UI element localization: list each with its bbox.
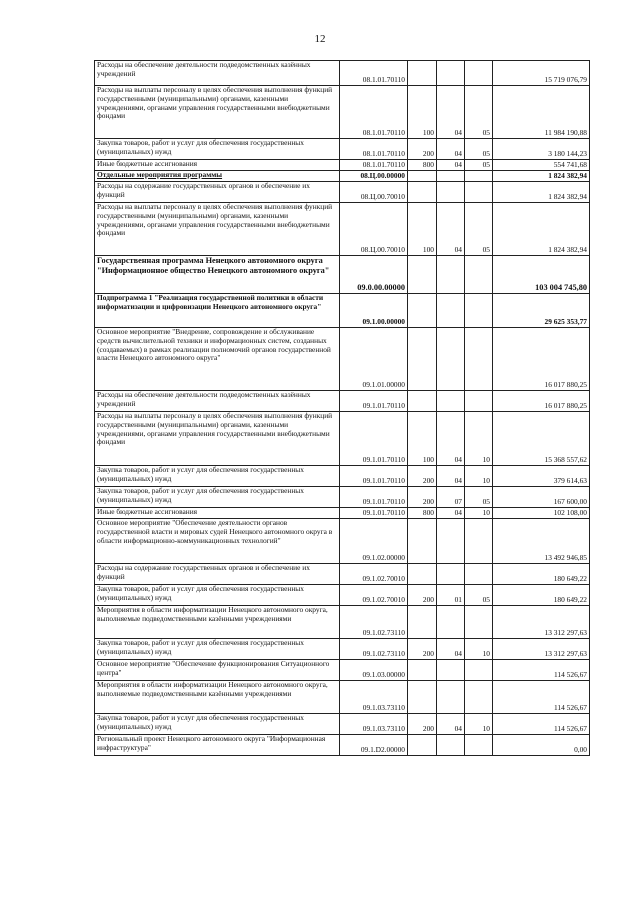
table-row: [95, 182, 590, 203]
row-code: 08.Ц.00.70010: [340, 203, 408, 256]
row-name: Иные бюджетные ассигнования: [95, 160, 340, 171]
row-code: 08.1.01.70110: [340, 139, 408, 160]
row-rz: [437, 328, 465, 391]
row-sum: 15 368 557,62: [493, 412, 590, 466]
row-pr: 05: [465, 139, 493, 160]
table-row: [95, 606, 590, 639]
table-row: [95, 412, 590, 466]
row-vr: 200: [408, 487, 437, 508]
row-code: 09.1.01.70110: [340, 508, 408, 519]
table-row: [95, 160, 590, 171]
row-sum: 1 824 382,94: [493, 171, 590, 182]
row-sum: 29 625 353,77: [493, 294, 590, 328]
row-name: Закупка товаров, работ и услуг для обеспечения государственных (муниципальных) нужд: [95, 639, 340, 660]
row-vr: 200: [408, 714, 437, 735]
row-rz: [437, 519, 465, 564]
row-pr: [465, 681, 493, 714]
row-rz: 04: [437, 160, 465, 171]
row-rz: [437, 735, 465, 756]
row-pr: [465, 328, 493, 391]
row-pr: [465, 660, 493, 681]
table-row: [95, 519, 590, 564]
row-code: 09.1.01.70110: [340, 391, 408, 412]
row-sum: 180 649,22: [493, 564, 590, 585]
row-sum: 103 004 745,80: [493, 256, 590, 294]
row-name: Мероприятия в области информатизации Ненецкого автономного округа, выполняемые подведомственными казёнными учреждениями: [95, 681, 340, 714]
row-name: Расходы на выплаты персоналу в целях обеспечения выполнения функций государственными (муниципальными) органами, казенными учреждениями, органами управления государственными внебюджетными фондами: [95, 412, 340, 466]
row-pr: 05: [465, 160, 493, 171]
row-rz: 04: [437, 714, 465, 735]
row-vr: 200: [408, 139, 437, 160]
table-row: [95, 585, 590, 606]
row-rz: [437, 564, 465, 585]
table-row: [95, 681, 590, 714]
row-vr: [408, 564, 437, 585]
table-row: [95, 714, 590, 735]
row-code: 09.1.02.70010: [340, 585, 408, 606]
row-code: 08.1.01.70110: [340, 86, 408, 139]
row-sum: 379 614,63: [493, 466, 590, 487]
row-rz: 04: [437, 412, 465, 466]
row-sum: 554 741,68: [493, 160, 590, 171]
row-name: Закупка товаров, работ и услуг для обеспечения государственных (муниципальных) нужд: [95, 466, 340, 487]
row-vr: [408, 660, 437, 681]
row-name: Государственная программа Ненецкого автономного округа "Информационное общество Ненецкого автономного округа": [95, 256, 340, 294]
row-code: 09.1.D2.00000: [340, 735, 408, 756]
row-pr: 05: [465, 487, 493, 508]
table-row: [95, 328, 590, 391]
table-row: [95, 256, 590, 294]
row-rz: [437, 171, 465, 182]
row-rz: 04: [437, 139, 465, 160]
row-code: 09.0.00.00000: [340, 256, 408, 294]
budget-table: [94, 60, 590, 756]
row-code: 09.1.00.00000: [340, 294, 408, 328]
row-rz: [437, 61, 465, 86]
row-name: Отдельные мероприятия программы: [95, 171, 340, 182]
row-vr: [408, 606, 437, 639]
row-sum: 167 600,00: [493, 487, 590, 508]
row-vr: 100: [408, 412, 437, 466]
row-code: 08.1.01.70110: [340, 61, 408, 86]
row-code: 09.1.02.00000: [340, 519, 408, 564]
table-row: [95, 86, 590, 139]
row-name: Расходы на содержание государственных органов и обеспечение их функций: [95, 182, 340, 203]
row-rz: [437, 182, 465, 203]
row-code: 09.1.01.70110: [340, 466, 408, 487]
row-vr: [408, 294, 437, 328]
row-sum: 102 108,00: [493, 508, 590, 519]
row-code: 09.1.02.73110: [340, 606, 408, 639]
row-pr: [465, 564, 493, 585]
row-vr: [408, 61, 437, 86]
row-sum: 3 180 144,23: [493, 139, 590, 160]
row-rz: 04: [437, 508, 465, 519]
row-pr: [465, 61, 493, 86]
row-pr: 10: [465, 714, 493, 735]
row-name: Основное мероприятие "Обеспечение деятельности органов государственной власти и мировых судей Ненецкого автономного округа в области информационно-коммуникационных технологий": [95, 519, 340, 564]
row-pr: [465, 256, 493, 294]
row-sum: 13 312 297,63: [493, 639, 590, 660]
row-name: Основное мероприятие "Внедрение, сопровождение и обслуживание средств вычислительной техники и информационных систем, созданных (создаваемых) в рамках реализации полномочий органов государственной власти Ненецкого автономного округа": [95, 328, 340, 391]
row-code: 08.Ц.00.70010: [340, 182, 408, 203]
row-sum: 1 824 382,94: [493, 182, 590, 203]
row-name: Основное мероприятие "Обеспечение функционирования Ситуационного центра": [95, 660, 340, 681]
row-code: 09.1.01.00000: [340, 328, 408, 391]
row-code: 09.1.01.70110: [340, 412, 408, 466]
table-row: [95, 508, 590, 519]
row-vr: [408, 391, 437, 412]
row-pr: 05: [465, 86, 493, 139]
row-name: Расходы на выплаты персоналу в целях обеспечения выполнения функций государственными (муниципальными) органами, казенными учреждениями, органами управления государственными внебюджетными фондами: [95, 203, 340, 256]
row-name: Расходы на обеспечение деятельности подведомственных казённых учреждений: [95, 391, 340, 412]
row-rz: 07: [437, 487, 465, 508]
row-name: Закупка товаров, работ и услуг для обеспечения государственных (муниципальных) нужд: [95, 487, 340, 508]
row-sum: 1 824 382,94: [493, 203, 590, 256]
page-number: 12: [314, 33, 326, 45]
row-rz: 04: [437, 86, 465, 139]
row-pr: [465, 294, 493, 328]
row-pr: [465, 519, 493, 564]
row-sum: 11 984 190,88: [493, 86, 590, 139]
row-sum: 114 526,67: [493, 681, 590, 714]
row-rz: [437, 391, 465, 412]
table-row: [95, 466, 590, 487]
row-pr: [465, 391, 493, 412]
row-vr: [408, 256, 437, 294]
row-sum: 15 719 076,79: [493, 61, 590, 86]
row-vr: 100: [408, 203, 437, 256]
table-row: [95, 61, 590, 86]
row-name: Расходы на выплаты персоналу в целях обеспечения выполнения функций государственными (муниципальными) органами, казенными учреждениями, органами управления государственными внебюджетными фондами: [95, 86, 340, 139]
row-vr: 800: [408, 508, 437, 519]
row-pr: 10: [465, 466, 493, 487]
row-vr: [408, 681, 437, 714]
row-sum: 114 526,67: [493, 660, 590, 681]
row-name: Подпрограмма 1 "Реализация государственной политики в области информатизации и цифровизации Ненецкого автономного округа": [95, 294, 340, 328]
row-sum: 114 526,67: [493, 714, 590, 735]
table-row: [95, 735, 590, 756]
row-pr: 10: [465, 508, 493, 519]
row-rz: [437, 660, 465, 681]
row-sum: 16 017 880,25: [493, 391, 590, 412]
row-vr: 200: [408, 585, 437, 606]
row-vr: 800: [408, 160, 437, 171]
row-pr: 10: [465, 412, 493, 466]
row-rz: [437, 256, 465, 294]
row-vr: 200: [408, 466, 437, 487]
row-code: 09.1.02.70010: [340, 564, 408, 585]
table-row: [95, 391, 590, 412]
row-code: 09.1.03.73110: [340, 681, 408, 714]
table-row: [95, 564, 590, 585]
row-code: 08.1.01.70110: [340, 160, 408, 171]
row-rz: [437, 294, 465, 328]
table-row: [95, 139, 590, 160]
table-row: [95, 203, 590, 256]
row-sum: 13 492 946,85: [493, 519, 590, 564]
row-pr: [465, 171, 493, 182]
row-rz: 04: [437, 639, 465, 660]
row-sum: 16 017 880,25: [493, 328, 590, 391]
row-vr: 200: [408, 639, 437, 660]
row-vr: [408, 735, 437, 756]
row-pr: 05: [465, 203, 493, 256]
table-row: [95, 294, 590, 328]
table-row: [95, 660, 590, 681]
row-rz: [437, 681, 465, 714]
row-vr: [408, 519, 437, 564]
row-name: Иные бюджетные ассигнования: [95, 508, 340, 519]
row-rz: [437, 606, 465, 639]
row-name: Расходы на содержание государственных органов и обеспечение их функций: [95, 564, 340, 585]
row-pr: [465, 606, 493, 639]
table-row: [95, 171, 590, 182]
row-code: 08.Ц.00.00000: [340, 171, 408, 182]
row-pr: 05: [465, 585, 493, 606]
row-name: Закупка товаров, работ и услуг для обеспечения государственных (муниципальных) нужд: [95, 585, 340, 606]
row-name: Расходы на обеспечение деятельности подведомственных казённых учреждений: [95, 61, 340, 86]
row-pr: [465, 182, 493, 203]
row-vr: [408, 182, 437, 203]
row-rz: 04: [437, 466, 465, 487]
row-vr: [408, 328, 437, 391]
row-sum: 0,00: [493, 735, 590, 756]
row-rz: 04: [437, 203, 465, 256]
row-pr: [465, 735, 493, 756]
row-vr: [408, 171, 437, 182]
row-code: 09.1.03.73110: [340, 714, 408, 735]
row-rz: 01: [437, 585, 465, 606]
row-pr: 10: [465, 639, 493, 660]
table-row: [95, 639, 590, 660]
row-name: Закупка товаров, работ и услуг для обеспечения государственных (муниципальных) нужд: [95, 139, 340, 160]
row-code: 09.1.01.70110: [340, 487, 408, 508]
row-name: Мероприятия в области информатизации Ненецкого автономного округа, выполняемые подведомственными казёнными учреждениями: [95, 606, 340, 639]
table-row: [95, 487, 590, 508]
row-sum: 180 649,22: [493, 585, 590, 606]
row-name: Региональный проект Ненецкого автономного округа "Информационная инфраструктура": [95, 735, 340, 756]
row-code: 09.1.03.00000: [340, 660, 408, 681]
row-sum: 13 312 297,63: [493, 606, 590, 639]
row-vr: 100: [408, 86, 437, 139]
row-code: 09.1.02.73110: [340, 639, 408, 660]
row-name: Закупка товаров, работ и услуг для обеспечения государственных (муниципальных) нужд: [95, 714, 340, 735]
